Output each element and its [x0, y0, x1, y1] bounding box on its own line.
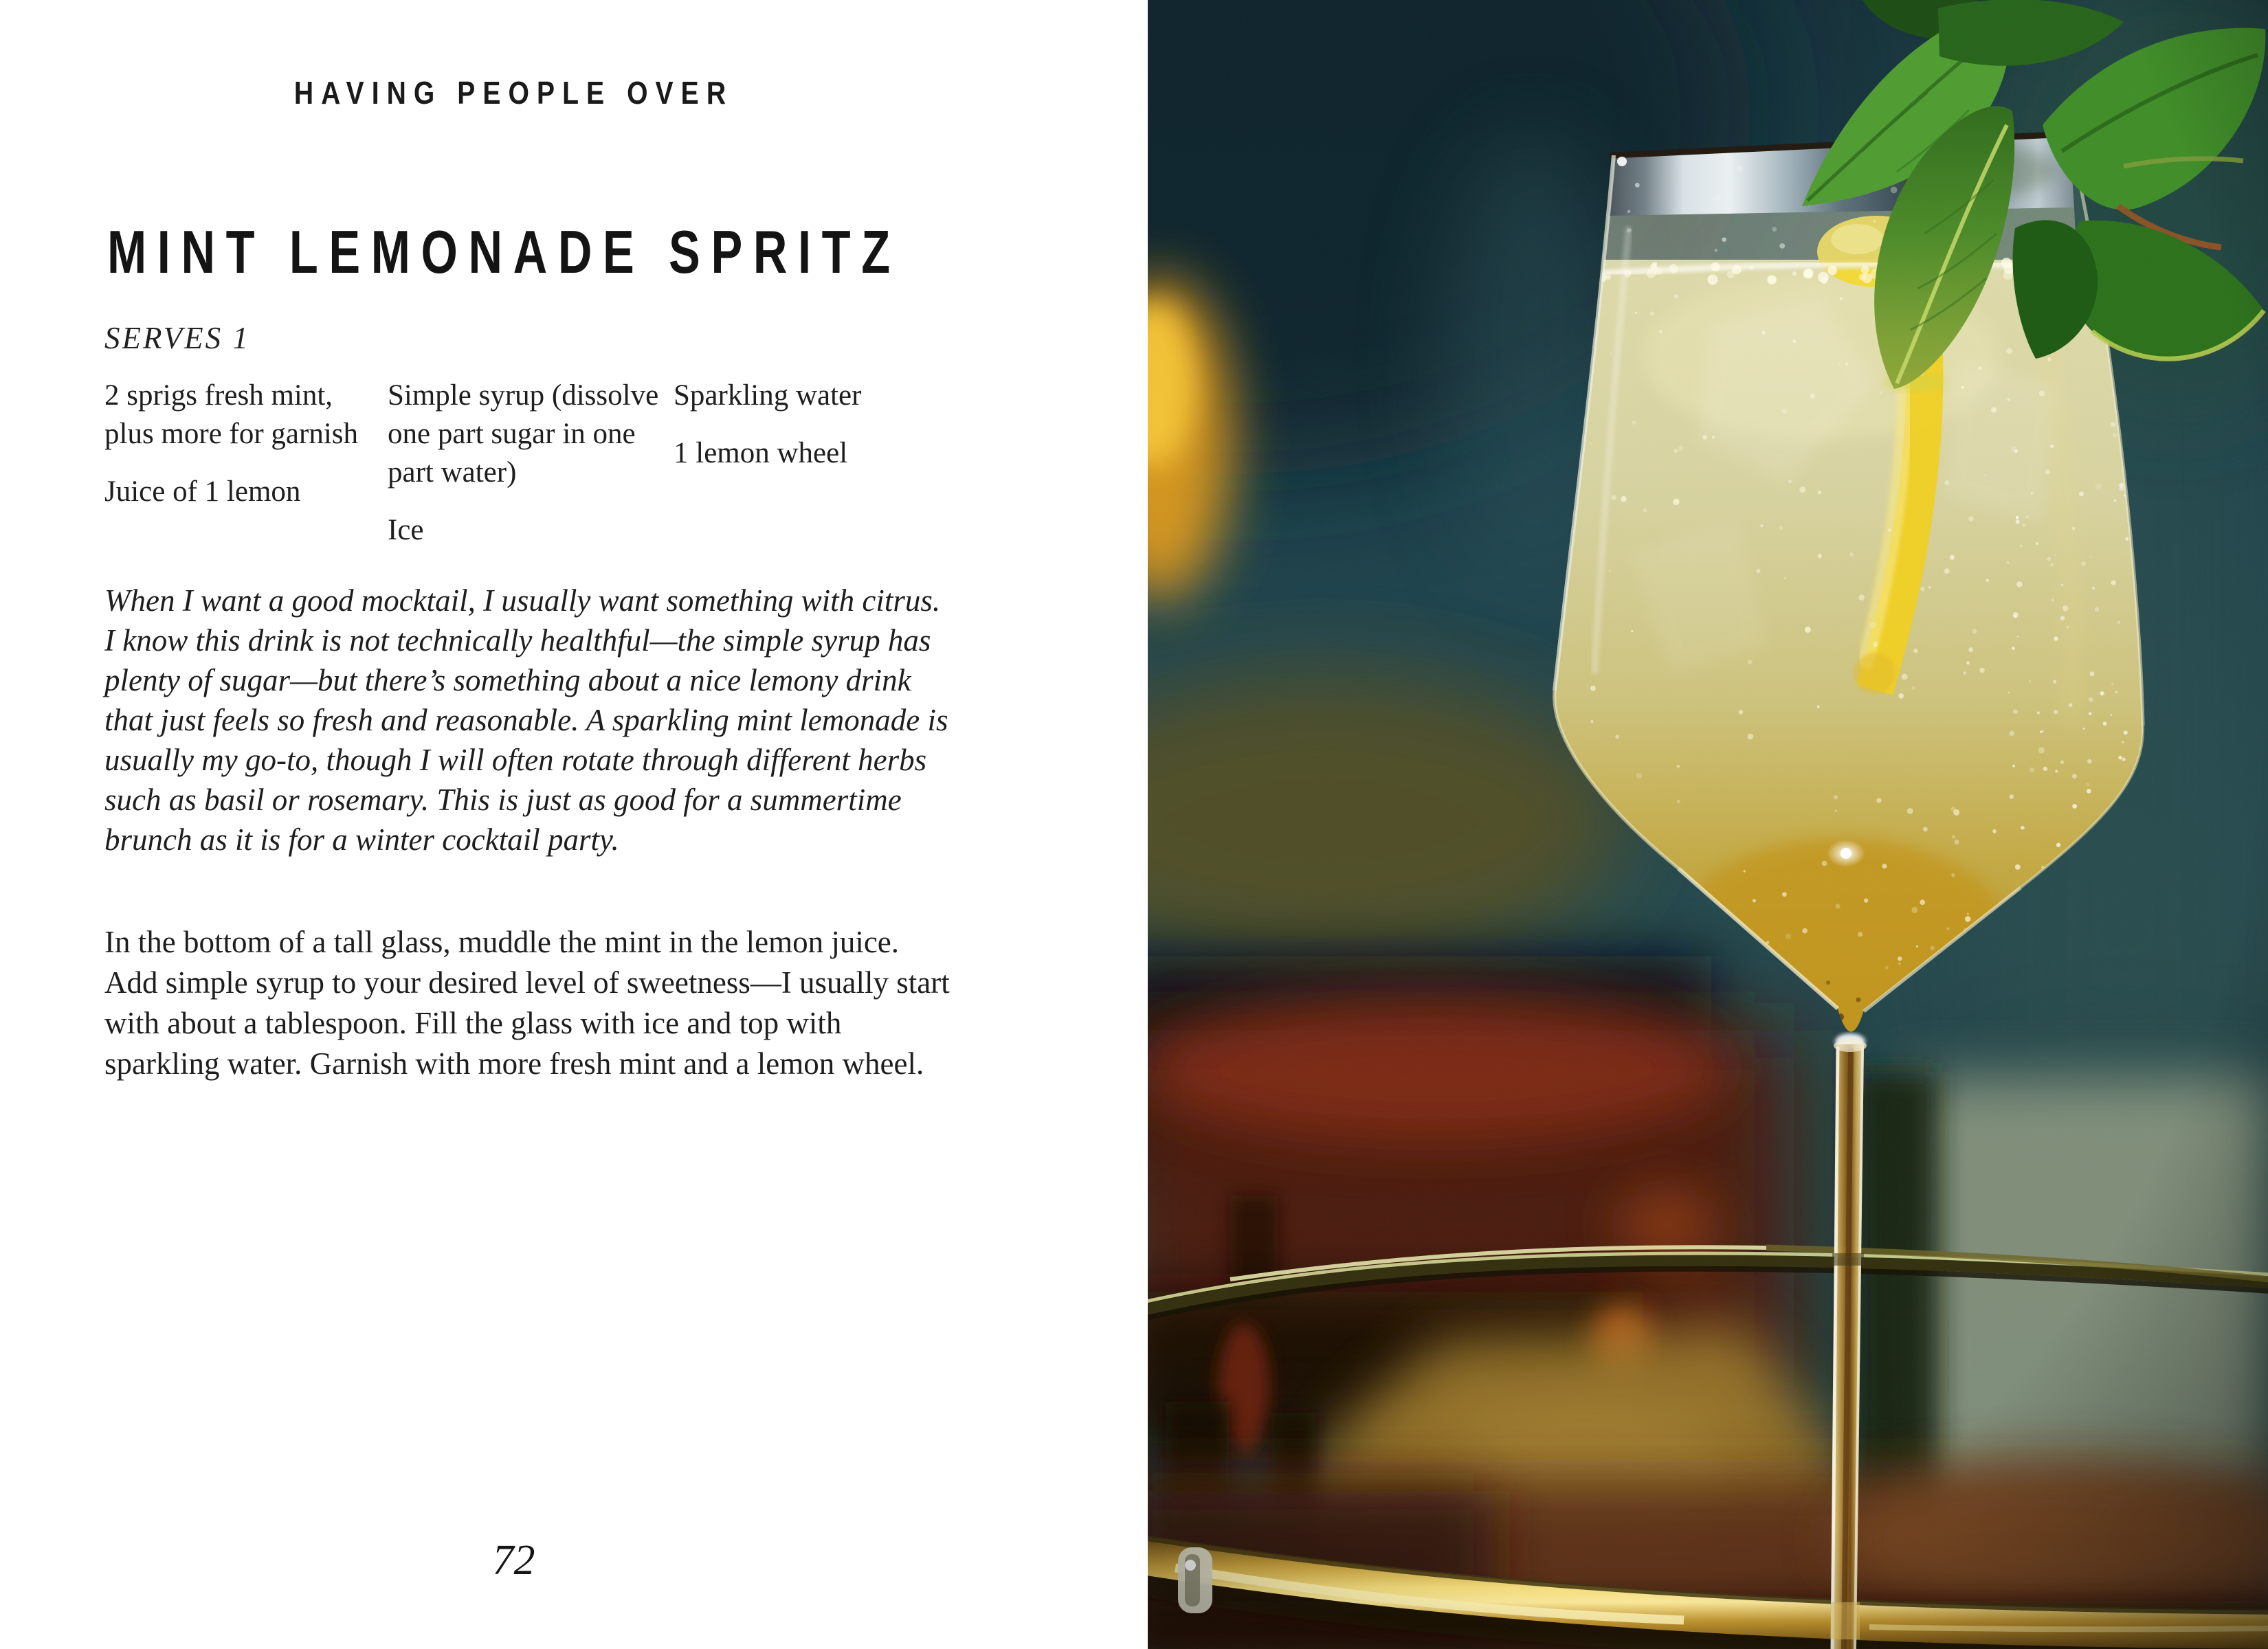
- recipe-photo: [1148, 0, 2268, 1649]
- page-number: 72: [492, 1537, 535, 1584]
- ingredient-item: Sparkling water: [674, 379, 862, 412]
- recipe-title: MINT LEMONADE SPRITZ: [107, 218, 901, 286]
- ingredients-column-3: [674, 377, 957, 569]
- ingredients-column-1: [104, 377, 388, 569]
- ingredient-item: Simple syrup (dissolve one part sugar in one part water): [388, 379, 659, 489]
- instructions: In the bottom of a tall glass, muddle the mint in the lemon juice. Add simple syrup to your desired level of sweetness—I usually start with about a tablespoon. Fill the glass with ice and top with sparkling water. Garnish with more fresh mint and a lemon wheel.: [104, 925, 950, 1081]
- ingredient-item: Ice: [388, 514, 424, 546]
- headnote: When I want a good mocktail, I usually want something with citrus. I know this drink is not technically healthful—the simple syrup has plenty of sugar—but there’s something about a nice lemony drink that just feels so fresh and reasonable. A sparkling mint lemonade is usually my go-to, though I will often rotate through different herbs such as basil or rosemary. This is just as good for a summertime brunch as it is for a winter cocktail party.: [104, 583, 948, 857]
- serves-label: SERVES 1: [104, 321, 250, 355]
- film-grain: [1148, 0, 2268, 1649]
- ingredient-item: 2 sprigs fresh mint, plus more for garnish: [104, 379, 359, 450]
- photo-illustration: [1148, 0, 2268, 1649]
- ingredients-list: [104, 377, 957, 569]
- ingredient-item: Juice of 1 lemon: [104, 475, 301, 508]
- ingredients-column-2: [388, 377, 674, 569]
- running-header: HAVING PEOPLE OVER: [293, 75, 734, 111]
- ingredient-item: 1 lemon wheel: [674, 437, 848, 469]
